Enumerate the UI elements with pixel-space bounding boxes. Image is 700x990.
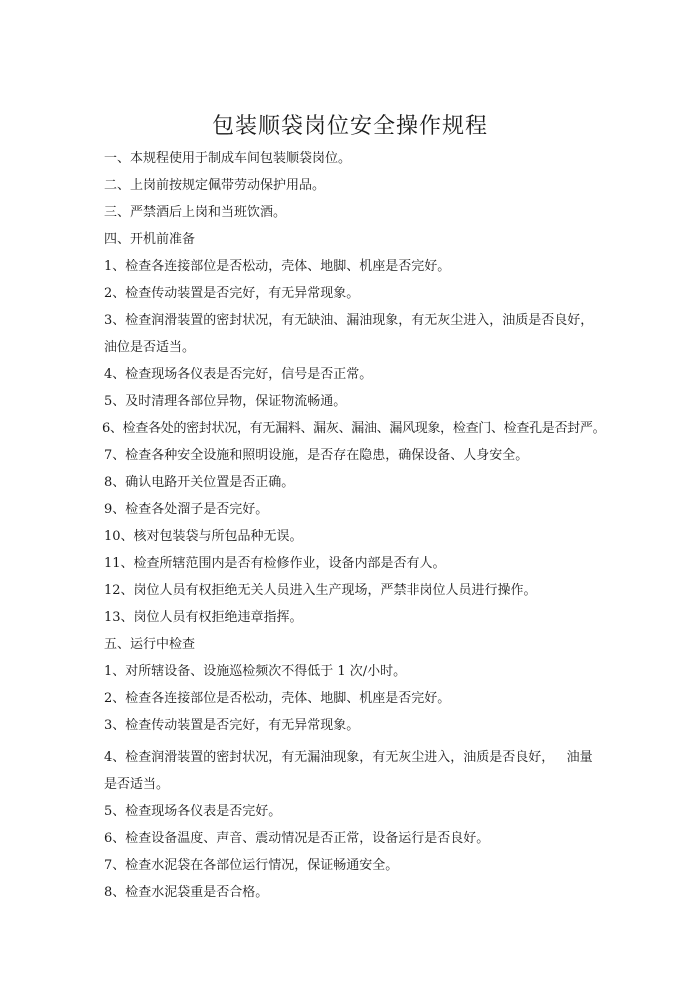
text-line: 11、检查所辖范围内是否有检修作业，设备内部是否有人。: [104, 556, 446, 571]
text-line: 三、严禁酒后上岗和当班饮酒。: [104, 205, 287, 220]
text-line: 2、检查各连接部位是否松动，壳体、地脚、机座是否完好。: [104, 691, 451, 706]
text-line: 6、检查设备温度、声音、震动情况是否正常，设备运行是否良好。: [104, 831, 490, 846]
text-line: 4、检查润滑装置的密封状况，有无漏油现象，有无灰尘进入，油质是否良好， 油量: [104, 750, 593, 765]
text-line: 是否适当。: [104, 777, 170, 792]
text-line: 4、检查现场各仪表是否完好，信号是否正常。: [104, 367, 373, 382]
text-line: 13、岗位人员有权拒绝违章指挥。: [104, 610, 303, 625]
text-line: 一、本规程使用于制成车间包装顺袋岗位。: [104, 151, 352, 166]
text-line: 2、检查传动装置是否完好，有无异常现象。: [104, 286, 360, 301]
text-line: 1、对所辖设备、设施巡检频次不得低于 1 次/小时。: [104, 664, 407, 679]
text-line: 二、上岗前按规定佩带劳动保护用品。: [104, 178, 326, 193]
text-line: 7、检查水泥袋在各部位运行情况，保证畅通安全。: [104, 858, 399, 873]
text-line: 5、检查现场各仪表是否完好。: [104, 804, 282, 819]
text-line: 9、检查各处溜子是否完好。: [104, 502, 269, 517]
text-line: 8、确认电路开关位置是否正确。: [104, 475, 295, 490]
text-line: 8、检查水泥袋重是否合格。: [104, 885, 269, 900]
text-line: 1、检查各连接部位是否松动，壳体、地脚、机座是否完好。: [104, 259, 451, 274]
text-line: 6、检查各处的密封状况，有无漏料、漏灰、漏油、漏风现象，检查门、检查孔是否封严。: [102, 421, 606, 436]
text-line: 7、检查各种安全设施和照明设施，是否存在隐患，确保设备、人身安全。: [104, 448, 529, 463]
section-heading: 五、运行中检查: [104, 637, 196, 652]
text-line: 3、检查传动装置是否完好，有无异常现象。: [104, 718, 360, 733]
text-line: 油位是否适当。: [104, 340, 196, 355]
text-line: 5、及时清理各部位异物，保证物流畅通。: [104, 394, 347, 409]
text-line: 3、检查润滑装置的密封状况，有无缺油、漏油现象，有无灰尘进入，油质是否良好，: [104, 313, 594, 328]
document-title: 包装顺袋岗位安全操作规程: [211, 114, 488, 139]
text-line: 10、核对包装袋与所包品种无误。: [104, 529, 303, 544]
text-line: 12、岗位人员有权拒绝无关人员进入生产现场，严禁非岗位人员进行操作。: [104, 583, 537, 598]
section-heading: 四、开机前准备: [104, 232, 196, 247]
